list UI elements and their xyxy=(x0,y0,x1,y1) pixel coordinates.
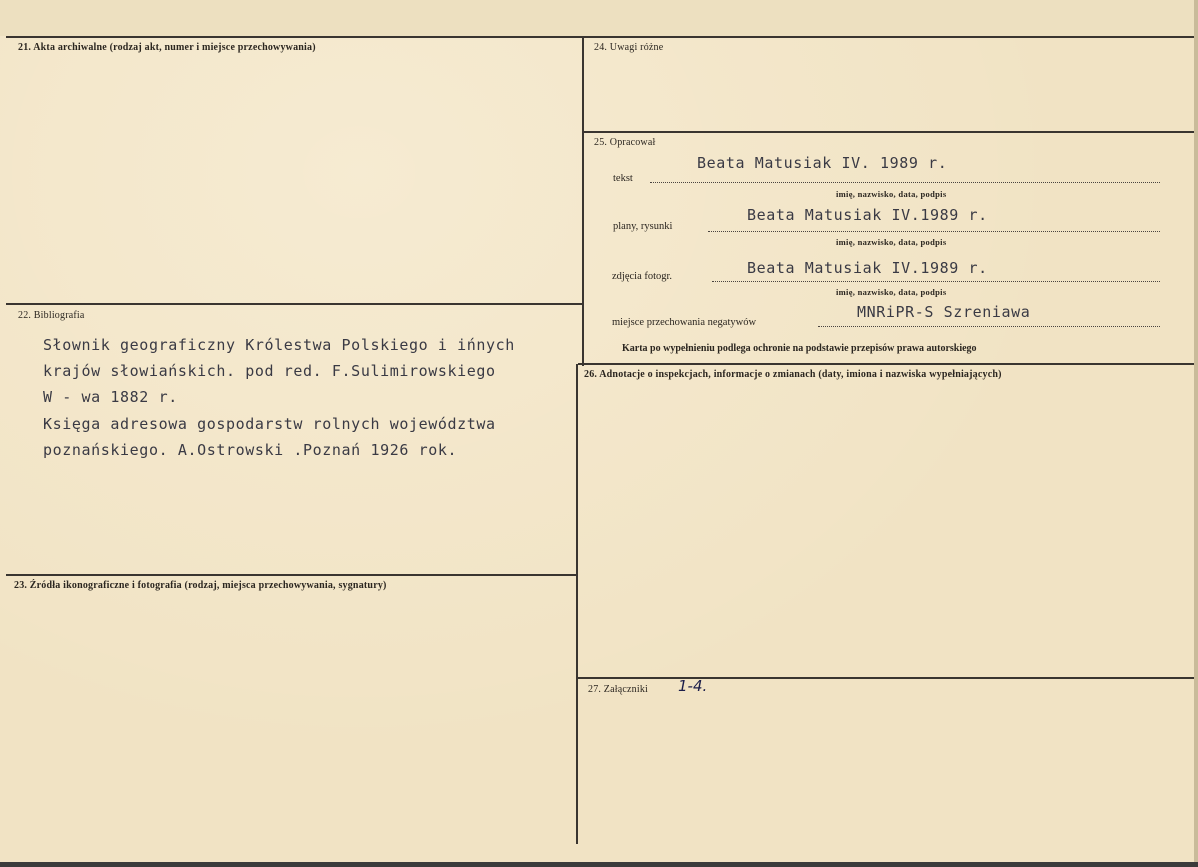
rule-26-27 xyxy=(578,677,1194,679)
author-photos-value: Beata Matusiak IV.1989 r. xyxy=(747,259,988,277)
author-text-caption: imię, nazwisko, data, podpis xyxy=(836,189,947,199)
attachments-value: 1-4. xyxy=(678,677,708,695)
bibliography-line: Księga adresowa gospodarstw rolnych województwa xyxy=(43,415,496,433)
bibliography-line: Słownik geograficzny Królestwa Polskiego i ińnych xyxy=(43,336,515,354)
column-divider-upper xyxy=(582,36,584,366)
author-plans-caption: imię, nazwisko, data, podpis xyxy=(836,237,947,247)
negatives-label: miejsce przechowania negatywów xyxy=(612,317,757,328)
card-top-margin xyxy=(0,0,1198,36)
section-22-title: 22. Bibliografia xyxy=(18,310,85,321)
author-plans-dotline xyxy=(708,231,1160,232)
author-text-dotline xyxy=(650,182,1160,183)
section-23-title: 23. Źródła ikonograficzne i fotografia (rodzaj, miejsca przechowywania, sygnatury) xyxy=(14,580,387,591)
rule-24-25 xyxy=(582,131,1194,133)
column-divider-lower xyxy=(576,364,578,844)
section-21-title: 21. Akta archiwalne (rodzaj akt, numer i miejsce przechowywania) xyxy=(18,42,316,53)
copyright-notice: Karta po wypełnieniu podlega ochronie na podstawie przepisów prawa autorskiego xyxy=(622,343,977,354)
section-25-title: 25. Opracował xyxy=(594,137,656,148)
author-text-value: Beata Matusiak IV. 1989 r. xyxy=(697,154,948,172)
author-plans-value: Beata Matusiak IV.1989 r. xyxy=(747,206,988,224)
author-photos-label: zdjęcia fotogr. xyxy=(612,271,673,282)
section-24-title: 24. Uwagi różne xyxy=(594,42,664,53)
section-27-title: 27. Załączniki xyxy=(588,684,648,695)
author-photos-caption: imię, nazwisko, data, podpis xyxy=(836,287,947,297)
bibliography-line: poznańskiego. A.Ostrowski .Poznań 1926 rok. xyxy=(43,441,458,459)
card-bottom-edge xyxy=(0,862,1198,867)
rule-22-23 xyxy=(6,574,578,576)
bibliography-line: krajów słowiańskich. pod red. F.Sulimirowskiego xyxy=(43,362,496,380)
bibliography-line: W - wa 1882 r. xyxy=(43,388,178,406)
author-text-label: tekst xyxy=(613,173,633,184)
rule-25-26 xyxy=(578,363,1194,365)
author-plans-label: plany, rysunki xyxy=(613,221,673,232)
negatives-value: MNRiPR-S Szreniawa xyxy=(857,303,1031,321)
top-rule xyxy=(6,36,1194,38)
card-right-edge xyxy=(1194,0,1198,862)
negatives-dotline xyxy=(818,326,1160,327)
section-26-title: 26. Adnotacje o inspekcjach, informacje o zmianach (daty, imiona i nazwiska wypełniających) xyxy=(584,369,1002,380)
rule-21-22 xyxy=(6,303,582,305)
author-photos-dotline xyxy=(712,281,1160,282)
